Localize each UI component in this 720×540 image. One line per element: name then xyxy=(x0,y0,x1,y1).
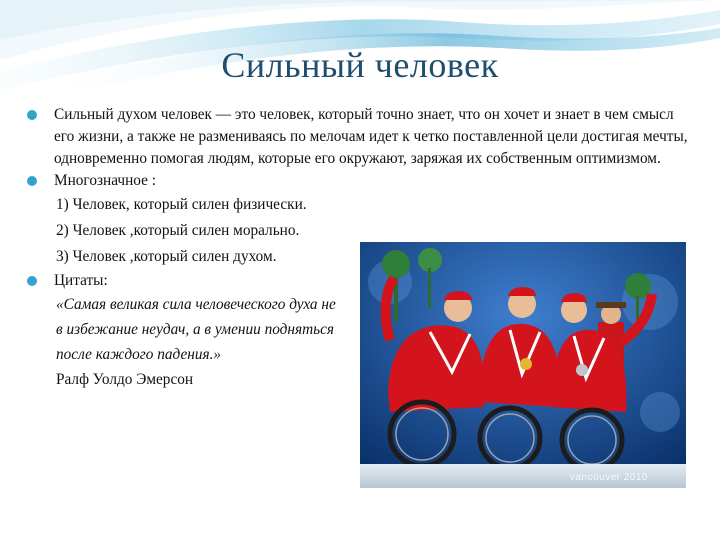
bullet-text: Многозначное : xyxy=(54,172,156,189)
meaning-item: 3) Человек ,который силен духом. xyxy=(56,248,277,265)
bullet-dot-icon xyxy=(27,276,37,286)
bullet-text: Цитаты: xyxy=(54,272,108,289)
meaning-item: 2) Человек ,который силен морально. xyxy=(56,222,300,239)
quote-text: «Самая великая сила человеческого духа не в избежание неудач, а в умении подняться после каждого падения.» xyxy=(56,296,336,363)
meaning-item: 1) Человек, который силен физически. xyxy=(56,196,307,213)
quote-author: Ралф Уолдо Эмерсон xyxy=(56,371,194,388)
bullet-meanings xyxy=(24,170,694,192)
photo-watermark: vancouver 2010 xyxy=(569,472,648,483)
bullet-text: Сильный духом человек — это человек, который точно знает, что он хочет и знает в чем смысл его жизни, а также не размениваясь по мелочам идет к четко поставленной цели достигая мечты, одновременно помогая людям, которые его окружают, заряжая их собственным оптимизмом. xyxy=(54,106,688,167)
slide-title: Сильный человек xyxy=(221,45,499,85)
bullet-dot-icon xyxy=(27,176,37,186)
athletes-photo xyxy=(360,242,686,488)
athletes-photo-illustration xyxy=(360,242,686,488)
bullet-dot-icon xyxy=(27,110,37,120)
bullet-definition xyxy=(24,104,694,170)
